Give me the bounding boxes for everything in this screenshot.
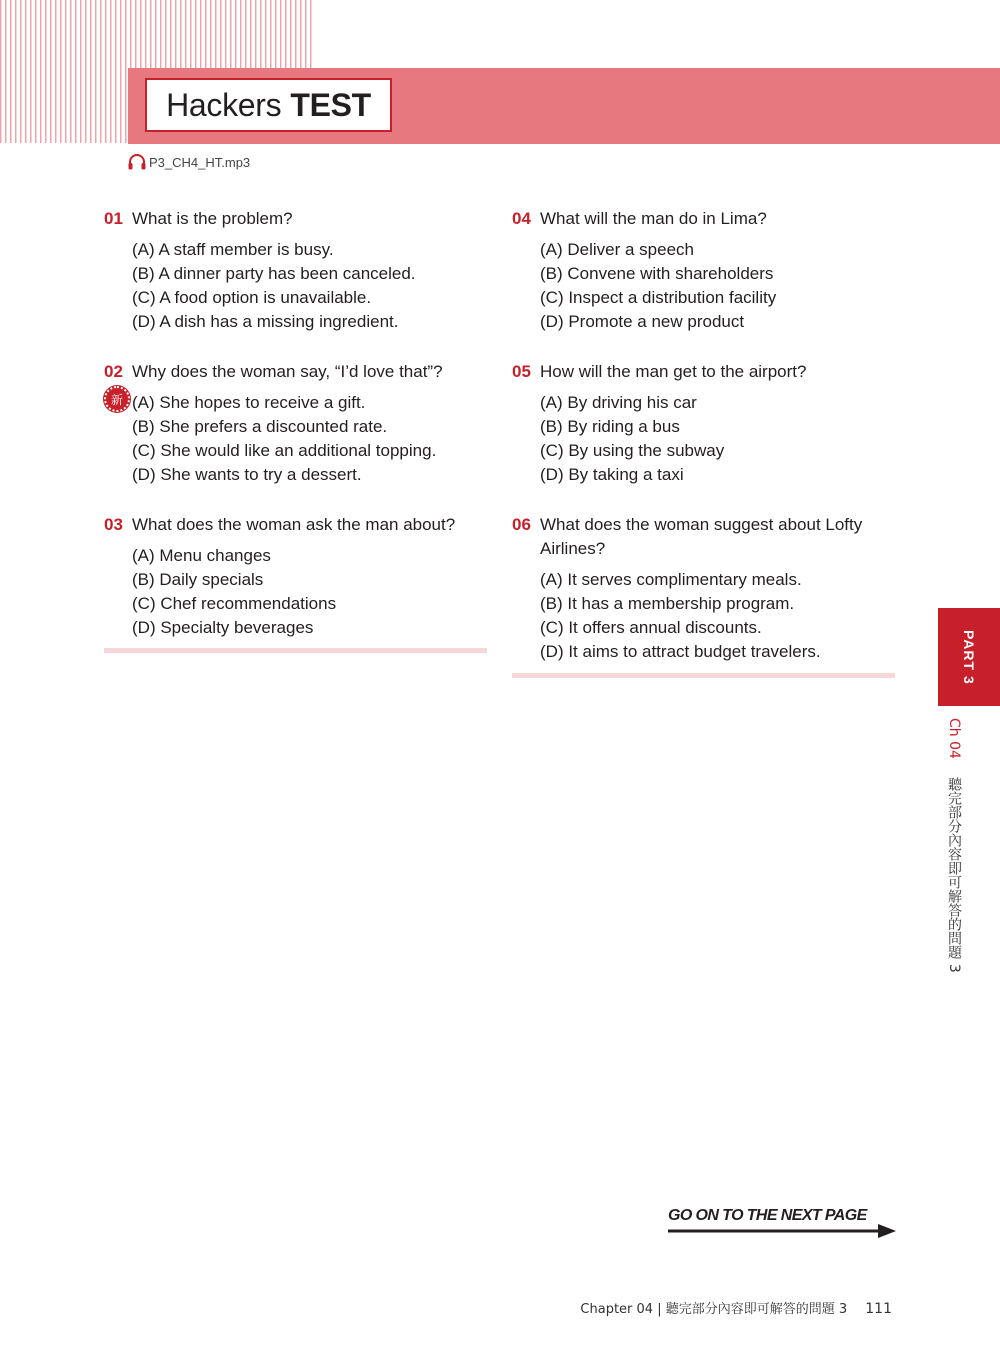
option-list: [540, 391, 897, 487]
chapter-side-label: [941, 718, 965, 973]
page-footer: [580, 1298, 892, 1317]
go-on-next-page: [668, 1207, 898, 1239]
title-light: Hackers: [166, 86, 282, 123]
new-question-badge: 新: [104, 386, 130, 412]
question-number: 02: [104, 362, 123, 381]
option-list: [132, 391, 489, 487]
chapter-title: 聽完部分內容即可解答的問題 3: [946, 777, 962, 973]
option-b[interactable]: (B) She prefers a discounted rate.: [132, 417, 388, 436]
question-number: 03: [104, 515, 123, 534]
part-label: PART 3: [961, 629, 977, 685]
option-b[interactable]: (B) By riding a bus: [540, 417, 680, 436]
next-page-text: GO ON TO THE NEXT PAGE: [668, 1207, 867, 1224]
option-a[interactable]: (A) Menu changes: [132, 546, 271, 565]
questions-right-column: [512, 207, 897, 664]
option-a[interactable]: (A) By driving his car: [540, 393, 697, 412]
audio-file-name: P3_CH4_HT.mp3: [149, 154, 251, 170]
question-06: [512, 513, 897, 664]
question-03: [104, 513, 489, 640]
footer-chapter-text: Chapter 04 | 聽完部分內容即可解答的問題 3: [580, 1302, 848, 1317]
question-text: What will the man do in Lima?: [540, 209, 767, 228]
option-b[interactable]: (B) Daily specials: [132, 570, 264, 589]
question-text: What does the woman ask the man about?: [132, 515, 456, 534]
audio-track[interactable]: [127, 152, 250, 172]
question-02: [104, 360, 489, 487]
option-a[interactable]: (A) She hopes to receive a gift.: [132, 393, 366, 412]
option-a[interactable]: (A) A staff member is busy.: [132, 240, 334, 259]
option-d[interactable]: (D) It aims to attract budget travelers.: [540, 642, 821, 661]
question-number: 04: [512, 209, 531, 228]
option-d[interactable]: (D) A dish has a missing ingredient.: [132, 312, 399, 331]
option-b[interactable]: (B) A dinner party has been canceled.: [132, 264, 416, 283]
option-d[interactable]: (D) She wants to try a dessert.: [132, 465, 362, 484]
option-d[interactable]: (D) By taking a taxi: [540, 465, 684, 484]
question-text: What is the problem?: [132, 209, 293, 228]
question-text: Why does the woman say, “I’d love that”?: [132, 362, 443, 381]
question-01: [104, 207, 489, 334]
option-c[interactable]: (C) It offers annual discounts.: [540, 618, 762, 637]
option-list: [540, 568, 897, 664]
question-number: 05: [512, 362, 531, 381]
headphones-icon: [127, 154, 147, 170]
questions-left-column: [104, 207, 489, 640]
option-b[interactable]: (B) Convene with shareholders: [540, 264, 774, 283]
option-b[interactable]: (B) It has a membership program.: [540, 594, 795, 613]
question-text: How will the man get to the airport?: [540, 362, 807, 381]
part-tab: [938, 608, 1000, 706]
page-number: 111: [865, 1301, 892, 1317]
option-a[interactable]: (A) Deliver a speech: [540, 240, 695, 259]
title-bold: TEST: [290, 86, 371, 123]
question-number: 06: [512, 515, 531, 534]
option-c[interactable]: (C) Inspect a distribution facility: [540, 288, 777, 307]
left-column-divider: [104, 648, 487, 653]
option-list: [132, 544, 489, 640]
chapter-number: Ch 04: [946, 718, 962, 759]
option-list: [132, 238, 489, 334]
question-number: 01: [104, 209, 123, 228]
question-text: What does the woman suggest about Lofty Airlines?: [540, 515, 863, 558]
question-05: [512, 360, 897, 487]
option-c[interactable]: (C) By using the subway: [540, 441, 725, 460]
arrow-right-icon: [668, 1223, 898, 1239]
option-d[interactable]: (D) Promote a new product: [540, 312, 745, 331]
right-column-divider: [512, 673, 895, 678]
option-a[interactable]: (A) It serves complimentary meals.: [540, 570, 802, 589]
option-c[interactable]: (C) She would like an additional topping.: [132, 441, 437, 460]
page-title: [145, 78, 392, 132]
option-d[interactable]: (D) Specialty beverages: [132, 618, 314, 637]
question-04: [512, 207, 897, 334]
option-c[interactable]: (C) Chef recommendations: [132, 594, 337, 613]
option-list: [540, 238, 897, 334]
option-c[interactable]: (C) A food option is unavailable.: [132, 288, 372, 307]
